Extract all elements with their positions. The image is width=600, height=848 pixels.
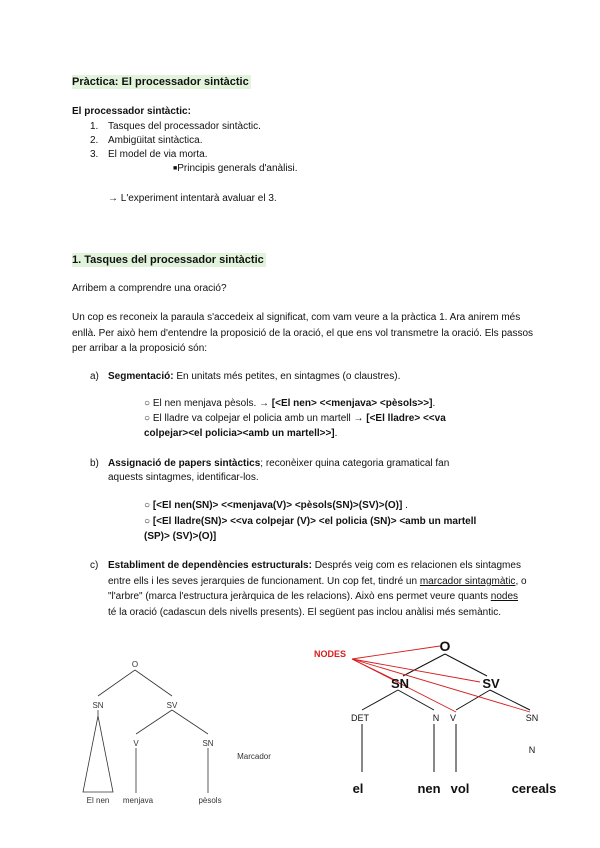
tree-left-v: V xyxy=(133,739,139,748)
tree-right-sn: SN xyxy=(390,676,410,691)
tree-right-root: O xyxy=(439,638,451,654)
tree-right-word-3: vol xyxy=(450,781,470,796)
circle-bullet-icon: ○ xyxy=(144,516,153,527)
step-b-example-1: ○ [<El nen(SN)> <<menjava(V)> <pèsols(SN)>(SV)>(O)] . xyxy=(144,500,408,511)
syntax-tree-left xyxy=(0,650,300,848)
nodes-label: NODES xyxy=(314,649,347,659)
step-b-text: Assignació de papers sintàctics; reconèixer quina categoria gramatical fan xyxy=(108,458,450,469)
intro-note: → L'experiment intentarà avaluar el 3. xyxy=(108,193,277,204)
intro-list-item-3: 3. El model de via morta. xyxy=(90,149,208,160)
step-a-letter: a) xyxy=(90,371,99,382)
step-a-text: Segmentació: En unitats més petites, en sintagmes (o claustres). xyxy=(108,371,401,382)
tree-left-word-2: menjava xyxy=(122,796,154,805)
tree-right-n1: N xyxy=(432,713,440,723)
section-question: Arribem a comprendre una oració? xyxy=(72,283,227,294)
tree-left-sv: SV xyxy=(166,701,178,710)
intro-sub-bullet: ■Principis generals d'anàlisi. xyxy=(173,163,298,174)
tree-left-word-3: pèsols xyxy=(198,796,222,805)
link-nodes: nodes xyxy=(490,591,519,602)
tree-left-sn: SN xyxy=(92,701,104,710)
intro-heading: El processador sintàctic: xyxy=(72,106,191,117)
section-paragraph: Un cop es reconeix la paraula s'accedeix al significat, com vam veure a la pràctica 1. Ara anirem més enllà. Per això hem d'entendre la proposició de la oració, el que ens vol transmetre la oració. Els passos per arribar a la proposició són: xyxy=(72,312,534,354)
intro-list-item-1: 1. Tasques del processador sintàctic. xyxy=(90,121,261,132)
circle-bullet-icon: ○ xyxy=(144,413,153,424)
step-a-example-2: ○ El lladre va colpejar el policia amb un martell → [<El lladre> <<va xyxy=(144,413,446,424)
tree-right-det: DET xyxy=(351,713,369,723)
step-b-example-2: ○ [<El lladre(SN)> <<va colpejar (V)> <el policia (SN)> <amb un martell xyxy=(144,516,477,527)
step-b-letter: b) xyxy=(90,458,99,469)
tree-right-sv: SV xyxy=(482,676,500,691)
tree-left-word-1: El nen xyxy=(86,796,110,805)
step-a-example-1: ○ El nen menjava pèsols. → [<El nen> <<menjava> <pèsols>>]. xyxy=(144,398,436,409)
tree-right-word-2: nen xyxy=(417,781,441,796)
intro-list-item-2: 2. Ambigüitat sintàctica. xyxy=(90,135,203,146)
square-bullet-icon: ■ xyxy=(173,165,178,172)
page-title: Pràctica: El processador sintàctic xyxy=(72,76,249,88)
tree-right-sn2: SN xyxy=(525,713,539,723)
step-a-example-2-cont: colpejar><el policia><amb un martell>>]. xyxy=(144,428,338,439)
step-b-text-cont: aquests sintagmes, identificar-los. xyxy=(108,472,259,483)
tree-left-caption: Marcador xyxy=(237,752,271,761)
step-c-text: Establiment de dependències estructurals: Després veig com es relacionen els sintagmes entre ells i les seves jerarquies de funcionament. Un cop fet, tindré un marcador sintagmàtic, o "l'arbre" (marca l'estructura jeràrquica de les relacions). Això ens permet veure quants nodes té la oració (cadascun dels nivells presents). El següent pas inclou anàlisi més semàntic. xyxy=(108,560,527,618)
tree-right-v: V xyxy=(449,713,457,723)
link-marcador-sintagmatic: marcador sintagmàtic xyxy=(419,575,516,587)
tree-right-n2: N xyxy=(528,745,536,755)
tree-right-word-1: el xyxy=(352,781,364,796)
section-heading: 1. Tasques del processador sintàctic xyxy=(72,254,264,266)
circle-bullet-icon: ○ xyxy=(144,500,153,511)
step-c-letter: c) xyxy=(90,560,99,571)
tree-left-root: O xyxy=(131,660,139,669)
syntax-tree-right xyxy=(300,632,600,848)
tree-left-sn2: SN xyxy=(202,739,214,748)
tree-right-word-4: cereals xyxy=(511,781,557,796)
step-b-example-2-cont: (SP)> (SV)>(O)] xyxy=(144,531,217,542)
circle-bullet-icon: ○ xyxy=(144,398,153,409)
